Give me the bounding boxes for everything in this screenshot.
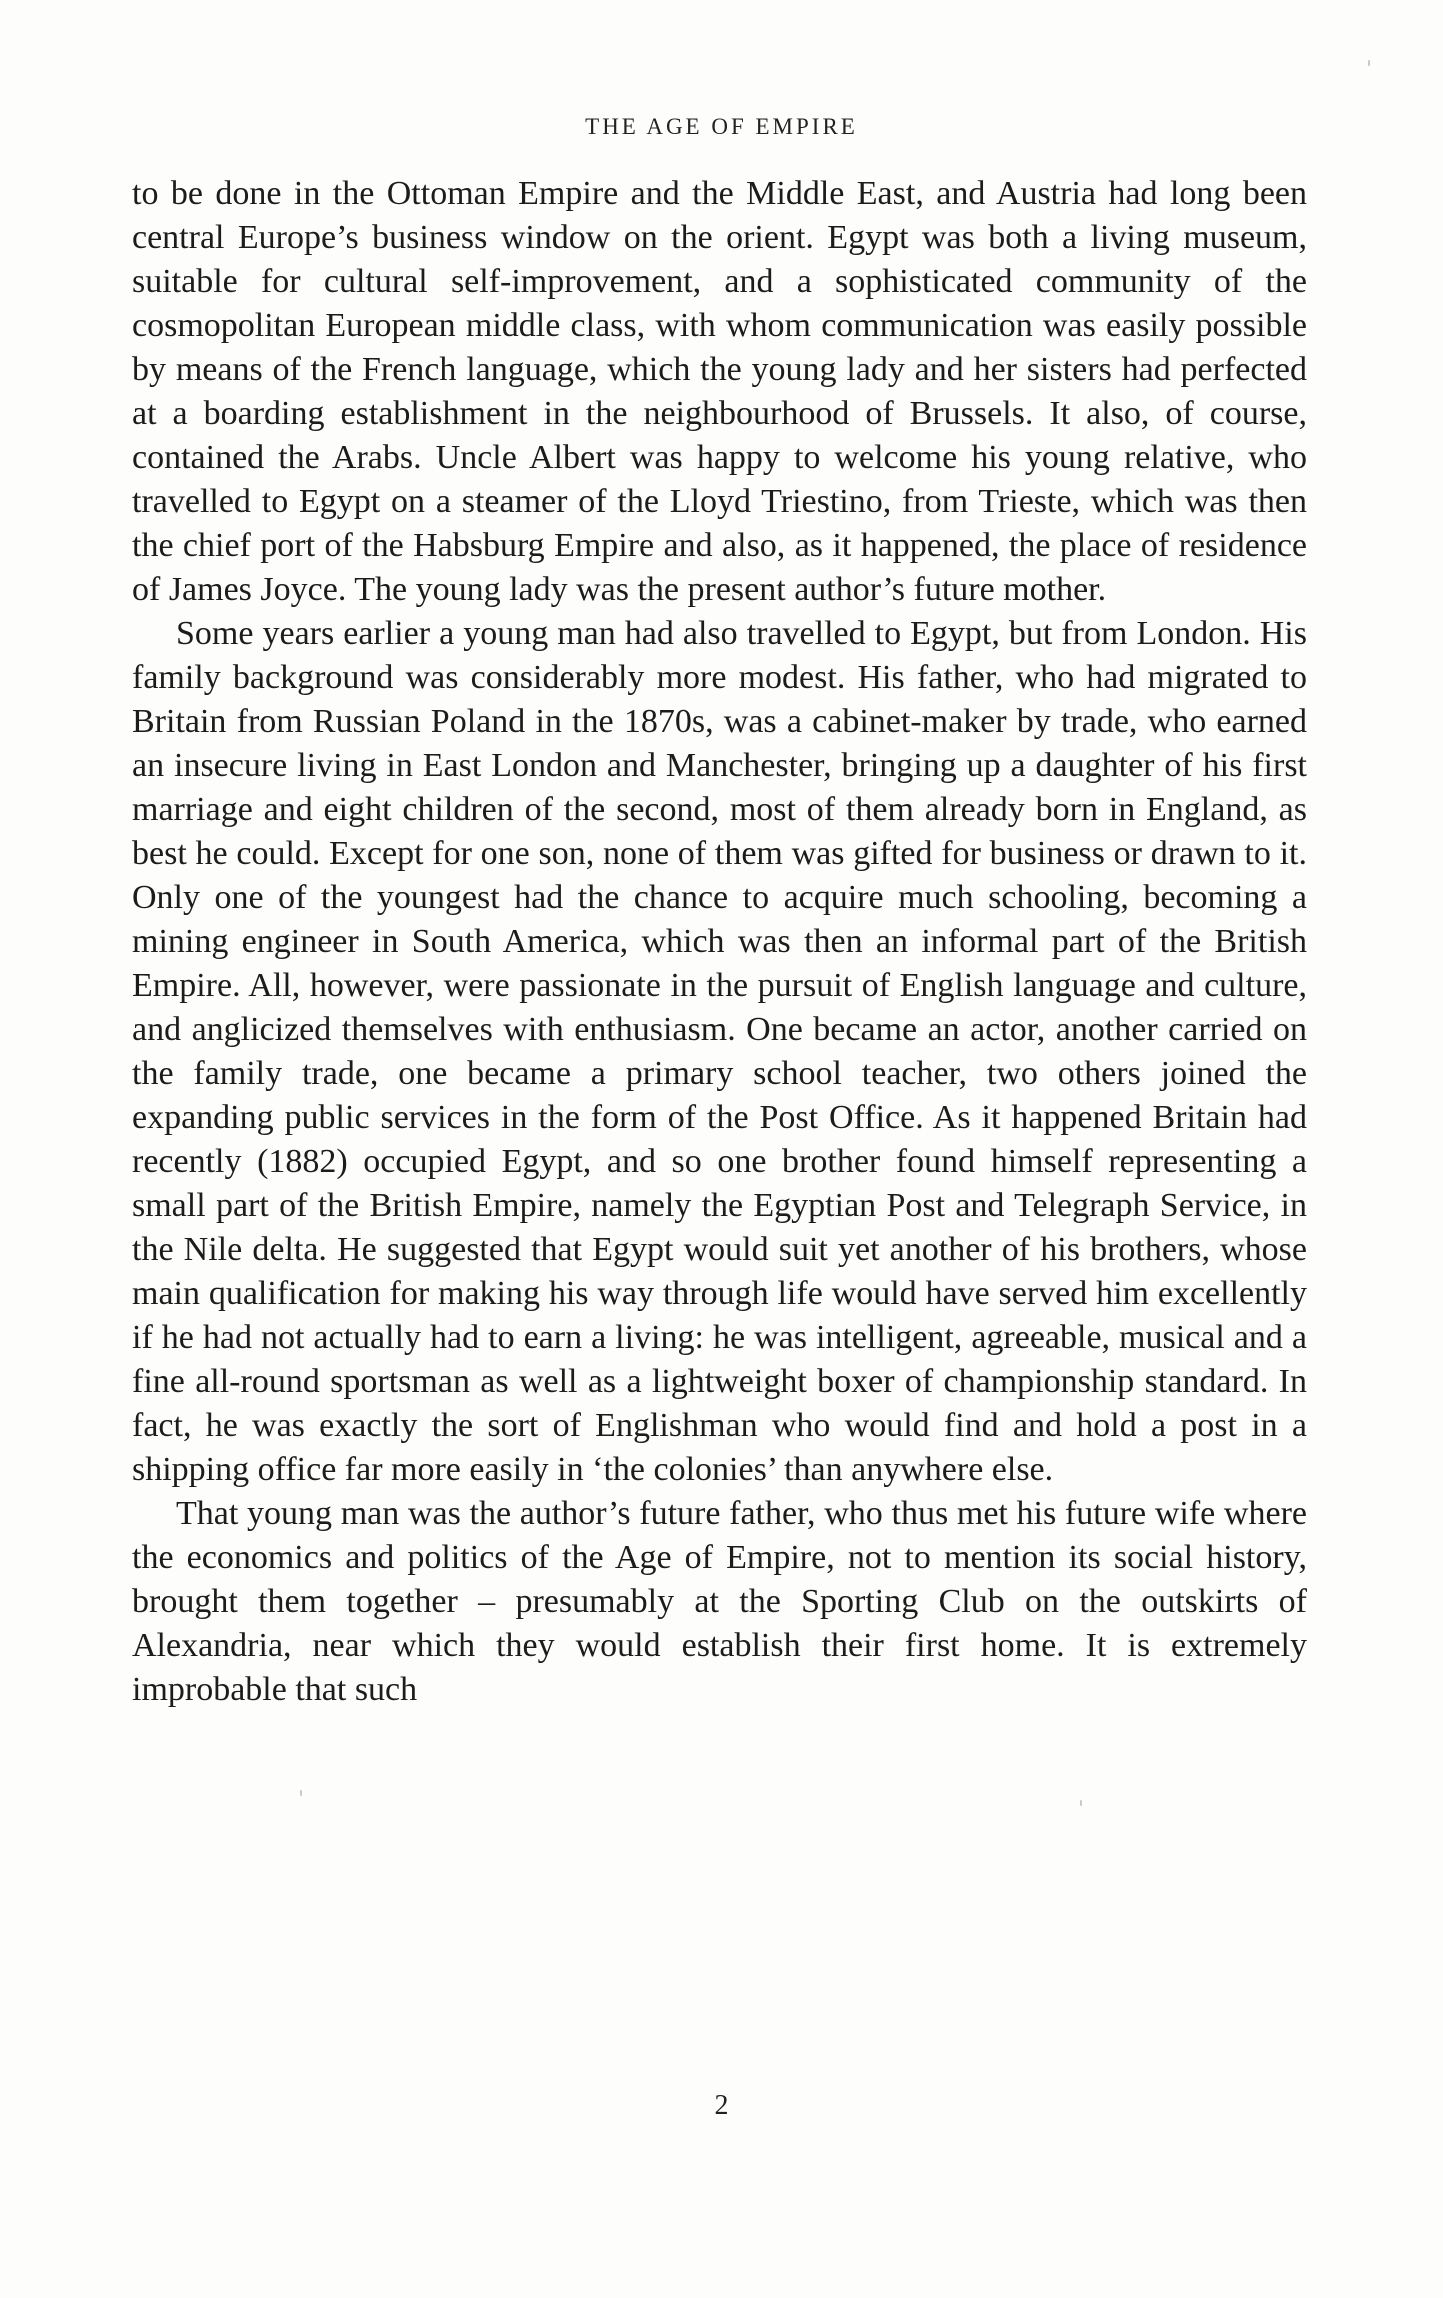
paragraph-1: to be done in the Ottoman Empire and the Middle East, and Austria had long been central Europe’s business window on the orient. Egypt was both a living museum, suitable for cultural self-improvement, and a sophisticated community of the cosmopolitan European middle class, with whom communication was easily possible by means of the French language, which the young lady and her sisters had perfected at a boarding establishment in the neighbourhood of Brussels. It also, of course, contained the Arabs. Uncle Albert was happy to welcome his young relative, who travelled to Egypt on a steamer of the Lloyd Triestino, from Trieste, which was then the chief port of the Habsburg Empire and also, as it happened, the place of residence of James Joyce. The young lady was the present author’s future mother.: [132, 175, 1307, 608]
paragraph-2: Some years earlier a young man had also travelled to Egypt, but from London. His family background was considerably more modest. His father, who had migrated to Britain from Russian Poland in the 1870s, was a cabinet-maker by trade, who earned an insecure living in East London and Manchester, bringing up a daughter of his first marriage and eight children of the second, most of them already born in England, as best he could. Except for one son, none of them was gifted for business or drawn to it. Only one of the youngest had the chance to acquire much schooling, becoming a mining engineer in South America, which was then an informal part of the British Empire. All, however, were passionate in the pursuit of English language and culture, and anglicized themselves with enthusiasm. One became an actor, another carried on the family trade, one became a primary school teacher, two others joined the expanding public services in the form of the Post Office. As it happened Britain had recently (1882) occupied Egypt, and so one brother found himself representing a small part of the British Empire, namely the Egyptian Post and Telegraph Service, in the Nile delta. He suggested that Egypt would suit yet another of his brothers, whose main qualification for making his way through life would have served him excellently if he had not actually had to earn a living: he was intelligent, agreeable, musical and a fine all-round sportsman as well as a lightweight boxer of championship standard. In fact, he was exactly the sort of Englishman who would find and hold a post in a shipping office far more easily in ‘the colonies’ than anywhere else.: [132, 615, 1307, 1488]
body-text: [132, 172, 1307, 1712]
scan-speck: [1368, 60, 1370, 66]
running-head: THE AGE OF EMPIRE: [585, 114, 858, 139]
page-number: 2: [714, 2090, 729, 2121]
scan-speck: [1080, 1800, 1082, 1806]
scan-speck: [300, 1790, 302, 1796]
paragraph-3: That young man was the author’s future father, who thus met his future wife where the economics and politics of the Age of Empire, not to mention its social history, brought them together – presumably at the Sporting Club on the outskirts of Alexandria, near which they would establish their first home. It is extremely improbable that such: [132, 1495, 1307, 1708]
